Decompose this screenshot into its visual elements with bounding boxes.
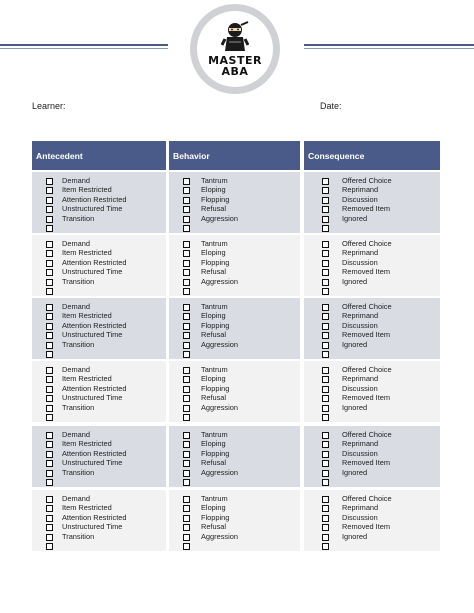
behavior-item-label: Tantrum xyxy=(201,239,228,248)
consequence-item-label: Ignored xyxy=(342,402,368,412)
antecedent-item-label: Unstructured Time xyxy=(62,522,123,532)
checkbox[interactable] xyxy=(322,351,329,358)
checkbox[interactable] xyxy=(183,405,190,412)
consequence-item-label: Discussion xyxy=(342,512,378,522)
checkbox[interactable] xyxy=(183,414,190,421)
column-header-antecedent: Antecedent xyxy=(32,141,166,170)
checkbox[interactable] xyxy=(46,414,53,421)
cell-behavior-row-6 xyxy=(169,490,300,551)
checkbox[interactable] xyxy=(322,187,329,194)
checkbox[interactable] xyxy=(46,187,53,194)
consequence-item-label: Offered Choice xyxy=(342,365,392,374)
behavior-item-label: Refusal xyxy=(201,267,227,277)
behavior-item-label: Aggression xyxy=(201,213,238,223)
antecedent-item-label: Item Restricted xyxy=(62,503,112,513)
antecedent-item-label: Transition xyxy=(62,402,95,412)
checkbox[interactable] xyxy=(322,178,329,185)
checkbox[interactable] xyxy=(46,351,53,358)
behavior-item-label: Tantrum xyxy=(201,365,228,374)
consequence-item-label: Removed Item xyxy=(342,267,391,277)
antecedent-item-label: Attention Restricted xyxy=(62,320,127,330)
cell-consequence-row-4 xyxy=(304,361,440,422)
antecedent-item-label: Attention Restricted xyxy=(62,448,127,458)
checkbox[interactable] xyxy=(183,260,190,267)
checkbox[interactable] xyxy=(322,451,329,458)
antecedent-item-label: Demand xyxy=(62,365,90,374)
checkbox[interactable] xyxy=(183,279,190,286)
checkbox[interactable] xyxy=(322,323,329,330)
antecedent-item-label: Unstructured Time xyxy=(62,393,123,403)
consequence-item-label: Reprimand xyxy=(342,374,379,384)
consequence-item-label: Removed Item xyxy=(342,204,391,214)
behavior-item-label: Aggression xyxy=(201,531,238,541)
checkbox[interactable] xyxy=(46,376,53,383)
behavior-item-label: Refusal xyxy=(201,204,227,214)
checkbox[interactable] xyxy=(322,225,329,232)
checkbox[interactable] xyxy=(322,432,329,439)
antecedent-item-label: Unstructured Time xyxy=(62,267,123,277)
antecedent-item-label: Attention Restricted xyxy=(62,512,127,522)
checkbox[interactable] xyxy=(183,351,190,358)
consequence-item-label: Ignored xyxy=(342,276,368,286)
checkbox[interactable] xyxy=(46,524,53,531)
checkbox[interactable] xyxy=(322,206,329,213)
checkbox[interactable] xyxy=(46,479,53,486)
checkbox[interactable] xyxy=(183,250,190,257)
antecedent-item-label: Demand xyxy=(62,176,90,185)
checkbox[interactable] xyxy=(322,332,329,339)
consequence-item-label: Discussion xyxy=(342,320,378,330)
checkbox[interactable] xyxy=(183,269,190,276)
checkbox[interactable] xyxy=(183,376,190,383)
checkbox[interactable] xyxy=(183,241,190,248)
checkbox[interactable] xyxy=(183,386,190,393)
behavior-item-label: Tantrum xyxy=(201,494,228,503)
checkbox[interactable] xyxy=(46,178,53,185)
antecedent-item-label: Demand xyxy=(62,494,90,503)
cell-consequence-row-2 xyxy=(304,235,440,296)
checkbox[interactable] xyxy=(183,216,190,223)
consequence-item-label: Ignored xyxy=(342,339,368,349)
checkbox[interactable] xyxy=(183,367,190,374)
checkbox[interactable] xyxy=(183,470,190,477)
checkbox[interactable] xyxy=(322,395,329,402)
checkbox[interactable] xyxy=(322,496,329,503)
checkbox[interactable] xyxy=(183,441,190,448)
consequence-item-label: Offered Choice xyxy=(342,494,392,503)
checkbox[interactable] xyxy=(46,432,53,439)
column-header-behavior: Behavior xyxy=(169,141,300,170)
consequence-item-label: Removed Item xyxy=(342,393,391,403)
checkbox[interactable] xyxy=(46,304,53,311)
antecedent-item-label: Item Restricted xyxy=(62,248,112,258)
checkbox[interactable] xyxy=(46,460,53,467)
cell-antecedent-row-6 xyxy=(32,490,166,551)
checkbox[interactable] xyxy=(46,543,53,550)
checkbox[interactable] xyxy=(46,441,53,448)
checkbox[interactable] xyxy=(183,225,190,232)
cell-behavior-row-1 xyxy=(169,172,300,233)
checkbox[interactable] xyxy=(183,515,190,522)
behavior-item-label: Flopping xyxy=(201,257,230,267)
checkbox[interactable] xyxy=(183,332,190,339)
consequence-item-label: Reprimand xyxy=(342,248,379,258)
checkbox[interactable] xyxy=(322,534,329,541)
antecedent-item-label: Attention Restricted xyxy=(62,257,127,267)
behavior-item-label: Refusal xyxy=(201,393,227,403)
checkbox[interactable] xyxy=(322,524,329,531)
logo-text-line2: ABA xyxy=(221,65,249,78)
checkbox[interactable] xyxy=(183,178,190,185)
checkbox[interactable] xyxy=(46,342,53,349)
logo-text-line1: MASTER xyxy=(208,54,262,67)
antecedent-item-label: Transition xyxy=(62,213,95,223)
behavior-item-label: Flopping xyxy=(201,320,230,330)
checkbox[interactable] xyxy=(46,332,53,339)
checkbox[interactable] xyxy=(46,216,53,223)
consequence-item-label: Offered Choice xyxy=(342,302,392,311)
consequence-item-label: Removed Item xyxy=(342,330,391,340)
checkbox[interactable] xyxy=(322,367,329,374)
checkbox[interactable] xyxy=(46,515,53,522)
cell-consequence-row-1 xyxy=(304,172,440,233)
checkbox[interactable] xyxy=(322,479,329,486)
checkbox[interactable] xyxy=(183,187,190,194)
consequence-item-label: Offered Choice xyxy=(342,239,392,248)
checkbox[interactable] xyxy=(322,216,329,223)
cell-antecedent-row-2 xyxy=(32,235,166,296)
checkbox[interactable] xyxy=(46,269,53,276)
behavior-item-label: Tantrum xyxy=(201,430,228,439)
checkbox[interactable] xyxy=(322,515,329,522)
cell-antecedent-row-4 xyxy=(32,361,166,422)
consequence-item-label: Discussion xyxy=(342,383,378,393)
checkbox[interactable] xyxy=(322,386,329,393)
checkbox[interactable] xyxy=(183,304,190,311)
antecedent-item-label: Transition xyxy=(62,531,95,541)
checkbox[interactable] xyxy=(183,460,190,467)
checkbox[interactable] xyxy=(46,250,53,257)
antecedent-item-label: Unstructured Time xyxy=(62,458,123,468)
checkbox[interactable] xyxy=(46,241,53,248)
consequence-item-label: Ignored xyxy=(342,213,368,223)
checkbox[interactable] xyxy=(322,405,329,412)
checkbox[interactable] xyxy=(322,197,329,204)
checkbox[interactable] xyxy=(322,441,329,448)
behavior-item-label: Flopping xyxy=(201,512,230,522)
checkbox[interactable] xyxy=(322,460,329,467)
behavior-item-label: Flopping xyxy=(201,194,230,204)
behavior-item-label: Eloping xyxy=(201,374,226,384)
checkbox[interactable] xyxy=(322,543,329,550)
cell-behavior-row-5 xyxy=(169,426,300,487)
consequence-item-label: Reprimand xyxy=(342,439,379,449)
checkbox[interactable] xyxy=(46,225,53,232)
consequence-item-label: Removed Item xyxy=(342,458,391,468)
checkbox[interactable] xyxy=(46,505,53,512)
behavior-item-label: Eloping xyxy=(201,311,226,321)
consequence-item-label: Discussion xyxy=(342,194,378,204)
checkbox[interactable] xyxy=(183,451,190,458)
behavior-item-label: Eloping xyxy=(201,503,226,513)
checkbox[interactable] xyxy=(183,534,190,541)
ninja-icon xyxy=(221,21,249,53)
header-rule-left xyxy=(0,44,168,46)
behavior-item-label: Flopping xyxy=(201,383,230,393)
antecedent-item-label: Demand xyxy=(62,430,90,439)
date-label: Date: xyxy=(320,101,342,111)
checkbox[interactable] xyxy=(183,197,190,204)
header-rule-left-thin xyxy=(0,48,168,49)
antecedent-item-label: Unstructured Time xyxy=(62,330,123,340)
antecedent-item-label: Item Restricted xyxy=(62,374,112,384)
antecedent-item-label: Demand xyxy=(62,239,90,248)
checkbox[interactable] xyxy=(322,269,329,276)
consequence-item-label: Offered Choice xyxy=(342,176,392,185)
cell-behavior-row-2 xyxy=(169,235,300,296)
checkbox[interactable] xyxy=(46,386,53,393)
consequence-item-label: Removed Item xyxy=(342,522,391,532)
checkbox[interactable] xyxy=(183,342,190,349)
antecedent-item-label: Transition xyxy=(62,276,95,286)
behavior-item-label: Refusal xyxy=(201,330,227,340)
checkbox[interactable] xyxy=(183,313,190,320)
consequence-item-label: Ignored xyxy=(342,531,368,541)
checkbox[interactable] xyxy=(46,197,53,204)
antecedent-item-label: Attention Restricted xyxy=(62,383,127,393)
behavior-item-label: Aggression xyxy=(201,276,238,286)
learner-label: Learner: xyxy=(32,101,66,111)
checkbox[interactable] xyxy=(322,313,329,320)
consequence-item-label: Discussion xyxy=(342,257,378,267)
checkbox[interactable] xyxy=(183,524,190,531)
antecedent-item-label: Transition xyxy=(62,467,95,477)
behavior-item-label: Tantrum xyxy=(201,176,228,185)
antecedent-item-label: Demand xyxy=(62,302,90,311)
checkbox[interactable] xyxy=(46,534,53,541)
checkbox[interactable] xyxy=(322,279,329,286)
header-rule-right xyxy=(304,44,474,46)
consequence-item-label: Ignored xyxy=(342,467,368,477)
antecedent-item-label: Attention Restricted xyxy=(62,194,127,204)
checkbox[interactable] xyxy=(183,206,190,213)
behavior-item-label: Aggression xyxy=(201,402,238,412)
behavior-item-label: Eloping xyxy=(201,185,226,195)
checkbox[interactable] xyxy=(46,279,53,286)
checkbox[interactable] xyxy=(322,376,329,383)
checkbox[interactable] xyxy=(183,479,190,486)
antecedent-item-label: Transition xyxy=(62,339,95,349)
checkbox[interactable] xyxy=(46,288,53,295)
checkbox[interactable] xyxy=(183,288,190,295)
cell-consequence-row-3 xyxy=(304,298,440,359)
cell-behavior-row-3 xyxy=(169,298,300,359)
checkbox[interactable] xyxy=(322,342,329,349)
checkbox[interactable] xyxy=(46,323,53,330)
behavior-item-label: Refusal xyxy=(201,458,227,468)
cell-antecedent-row-5 xyxy=(32,426,166,487)
cell-antecedent-row-3 xyxy=(32,298,166,359)
behavior-item-label: Flopping xyxy=(201,448,230,458)
checkbox[interactable] xyxy=(46,313,53,320)
antecedent-item-label: Item Restricted xyxy=(62,185,112,195)
checkbox[interactable] xyxy=(183,432,190,439)
checkbox[interactable] xyxy=(46,367,53,374)
header-rule-right-thin xyxy=(304,48,474,49)
cell-antecedent-row-1 xyxy=(32,172,166,233)
checkbox[interactable] xyxy=(183,323,190,330)
antecedent-item-label: Item Restricted xyxy=(62,439,112,449)
checkbox[interactable] xyxy=(46,470,53,477)
checkbox[interactable] xyxy=(183,543,190,550)
cell-consequence-row-5 xyxy=(304,426,440,487)
checkbox[interactable] xyxy=(322,260,329,267)
checkbox[interactable] xyxy=(46,451,53,458)
antecedent-item-label: Unstructured Time xyxy=(62,204,123,214)
checkbox[interactable] xyxy=(322,505,329,512)
checkbox[interactable] xyxy=(46,395,53,402)
consequence-item-label: Reprimand xyxy=(342,311,379,321)
checkbox[interactable] xyxy=(46,405,53,412)
consequence-item-label: Reprimand xyxy=(342,503,379,513)
behavior-item-label: Eloping xyxy=(201,439,226,449)
behavior-item-label: Eloping xyxy=(201,248,226,258)
behavior-item-label: Refusal xyxy=(201,522,227,532)
checkbox[interactable] xyxy=(322,241,329,248)
consequence-item-label: Offered Choice xyxy=(342,430,392,439)
checkbox[interactable] xyxy=(183,395,190,402)
antecedent-item-label: Item Restricted xyxy=(62,311,112,321)
cell-consequence-row-6 xyxy=(304,490,440,551)
behavior-item-label: Aggression xyxy=(201,467,238,477)
logo xyxy=(190,4,280,94)
checkbox[interactable] xyxy=(322,250,329,257)
behavior-item-label: Tantrum xyxy=(201,302,228,311)
checkbox[interactable] xyxy=(46,260,53,267)
column-header-consequence: Consequence xyxy=(304,141,440,170)
checkbox[interactable] xyxy=(322,414,329,421)
checkbox[interactable] xyxy=(183,496,190,503)
checkbox[interactable] xyxy=(322,304,329,311)
cell-behavior-row-4 xyxy=(169,361,300,422)
consequence-item-label: Discussion xyxy=(342,448,378,458)
checkbox[interactable] xyxy=(46,206,53,213)
checkbox[interactable] xyxy=(46,496,53,503)
checkbox[interactable] xyxy=(183,505,190,512)
checkbox[interactable] xyxy=(322,470,329,477)
behavior-item-label: Aggression xyxy=(201,339,238,349)
consequence-item-label: Reprimand xyxy=(342,185,379,195)
checkbox[interactable] xyxy=(322,288,329,295)
